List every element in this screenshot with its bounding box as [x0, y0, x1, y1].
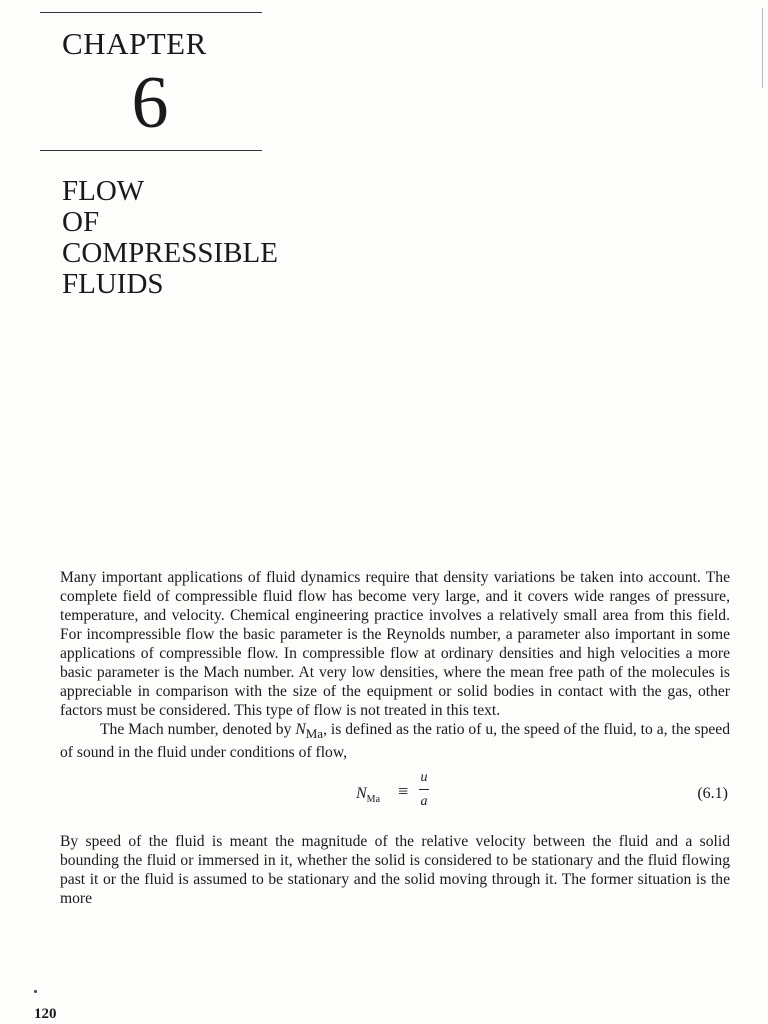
title-line: FLOW — [62, 175, 145, 207]
paragraph: Many important applications of fluid dynamics require that density variations be taken into account. The complete field of compressible fluid flow has become very large, and it covers wide ranges of pressure, temperature, and velocity. Chemical engineering practice involves a relatively small area from this field. For incompressible flow the basic parameter is the Reynolds number, a parameter also important in some applications of compressible flow. In compressible flow at ordinary densities and high velocities a more basic parameter is the Mach number. At very low densities, where the mean free path of the molecules is appreciable in comparison with the size of the equipment or solid bodies in contact with the gas, other factors must be considered. This type of flow is not treated in this text. — [60, 569, 730, 719]
title-line: OF — [62, 206, 100, 238]
fraction-bar — [419, 789, 429, 790]
chapter-number: 6 — [131, 62, 169, 144]
equation-lhs-symbol: N — [356, 785, 367, 803]
equation — [60, 768, 730, 824]
margin-dot — [34, 990, 37, 993]
paragraph-text: , is defined as the ratio of u, the speed of the fluid, to a, the speed of sound in the fluid under conditions of flow, — [60, 721, 731, 762]
equation-number: (6.1) — [697, 785, 728, 803]
equation-lhs-subscript: Ma — [366, 794, 381, 806]
equation-denominator: a — [420, 794, 428, 810]
title-line: COMPRESSIBLE — [62, 237, 278, 269]
page-edge-line — [762, 8, 763, 88]
bottom-rule — [40, 150, 262, 151]
equation-lhs — [356, 784, 380, 809]
paragraph-text: The Mach number, denoted by — [100, 721, 296, 738]
top-rule — [40, 12, 262, 13]
equation-numerator: u — [420, 770, 428, 786]
chapter-title — [62, 176, 278, 300]
chapter-label: CHAPTER — [62, 26, 207, 61]
paragraph — [60, 720, 730, 762]
mach-subscript: Ma — [305, 726, 324, 742]
page-number: 120 — [34, 1006, 57, 1022]
mach-symbol: N — [295, 721, 306, 738]
title-line: FLUIDS — [62, 268, 164, 300]
equation-fraction — [416, 768, 432, 811]
equation-relation: ≡ — [398, 781, 409, 802]
paragraph: By speed of the fluid is meant the magnitude of the relative velocity between the fluid and a solid bounding the fluid or immersed in it, whether the solid is considered to be stationary and the fluid flowing past it or the fluid is assumed to be stationary and the solid moving through it. The former situation is the more — [60, 833, 730, 908]
body-text — [60, 568, 730, 908]
